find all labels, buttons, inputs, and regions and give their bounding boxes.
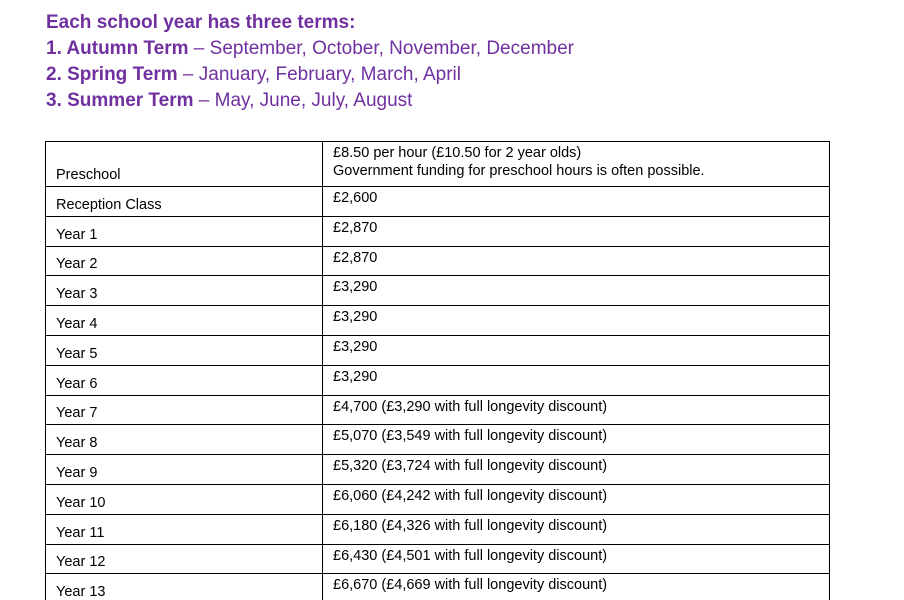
table-row	[46, 455, 830, 485]
year-cell: Year 6	[46, 365, 323, 395]
fee-cell: £2,870	[323, 246, 830, 276]
year-cell: Year 12	[46, 544, 323, 574]
fee-cell: £6,670 (£4,669 with full longevity discount)	[323, 574, 830, 600]
table-row	[46, 142, 830, 187]
fee-cell: £5,070 (£3,549 with full longevity discount)	[323, 425, 830, 455]
fee-cell: £6,060 (£4,242 with full longevity discount)	[323, 484, 830, 514]
table-row	[46, 276, 830, 306]
year-cell: Year 11	[46, 514, 323, 544]
term-name: 1. Autumn Term	[46, 38, 189, 59]
fee-cell: £3,290	[323, 335, 830, 365]
year-cell: Year 2	[46, 246, 323, 276]
year-cell: Reception Class	[46, 187, 323, 217]
term-name: 2. Spring Term	[46, 64, 178, 85]
term-months: – May, June, July, August	[198, 90, 413, 111]
table-row	[46, 365, 830, 395]
fee-cell: £3,290	[323, 276, 830, 306]
year-cell: Year 1	[46, 216, 323, 246]
fee-cell: £5,320 (£3,724 with full longevity discount)	[323, 455, 830, 485]
table-row	[46, 574, 830, 600]
fee-cell: £3,290	[323, 365, 830, 395]
school-terms-section	[46, 10, 574, 114]
fee-value: £8.50 per hour (£10.50 for 2 year olds)	[333, 145, 582, 161]
fee-note: Government funding for preschool hours is often possible.	[333, 163, 705, 179]
table-row	[46, 484, 830, 514]
fees-table	[45, 141, 830, 600]
table-row	[46, 246, 830, 276]
table-row	[46, 425, 830, 455]
year-cell: Year 7	[46, 395, 323, 425]
fee-cell: £2,600	[323, 187, 830, 217]
table-row	[46, 395, 830, 425]
table-row	[46, 187, 830, 217]
year-cell: Preschool	[46, 142, 323, 187]
year-cell: Year 3	[46, 276, 323, 306]
term-autumn	[46, 36, 574, 62]
table-row	[46, 544, 830, 574]
fee-cell: £4,700 (£3,290 with full longevity discount)	[323, 395, 830, 425]
year-cell: Year 5	[46, 335, 323, 365]
year-cell: Year 10	[46, 484, 323, 514]
year-cell: Year 13	[46, 574, 323, 600]
table-row	[46, 514, 830, 544]
year-cell: Year 8	[46, 425, 323, 455]
term-summer	[46, 88, 574, 114]
fee-cell: £6,180 (£4,326 with full longevity discount)	[323, 514, 830, 544]
term-spring	[46, 62, 574, 88]
term-months: – September, October, November, December	[193, 38, 574, 59]
year-cell: Year 9	[46, 455, 323, 485]
fee-cell: £6,430 (£4,501 with full longevity discount)	[323, 544, 830, 574]
terms-heading: Each school year has three terms:	[46, 12, 356, 33]
table-row	[46, 306, 830, 336]
term-name: 3. Summer Term	[46, 90, 194, 111]
fee-cell: £2,870	[323, 216, 830, 246]
term-months: – January, February, March, April	[182, 64, 461, 85]
table-row	[46, 216, 830, 246]
fee-cell: £3,290	[323, 306, 830, 336]
table-row	[46, 335, 830, 365]
year-cell: Year 4	[46, 306, 323, 336]
fee-cell	[323, 142, 830, 187]
